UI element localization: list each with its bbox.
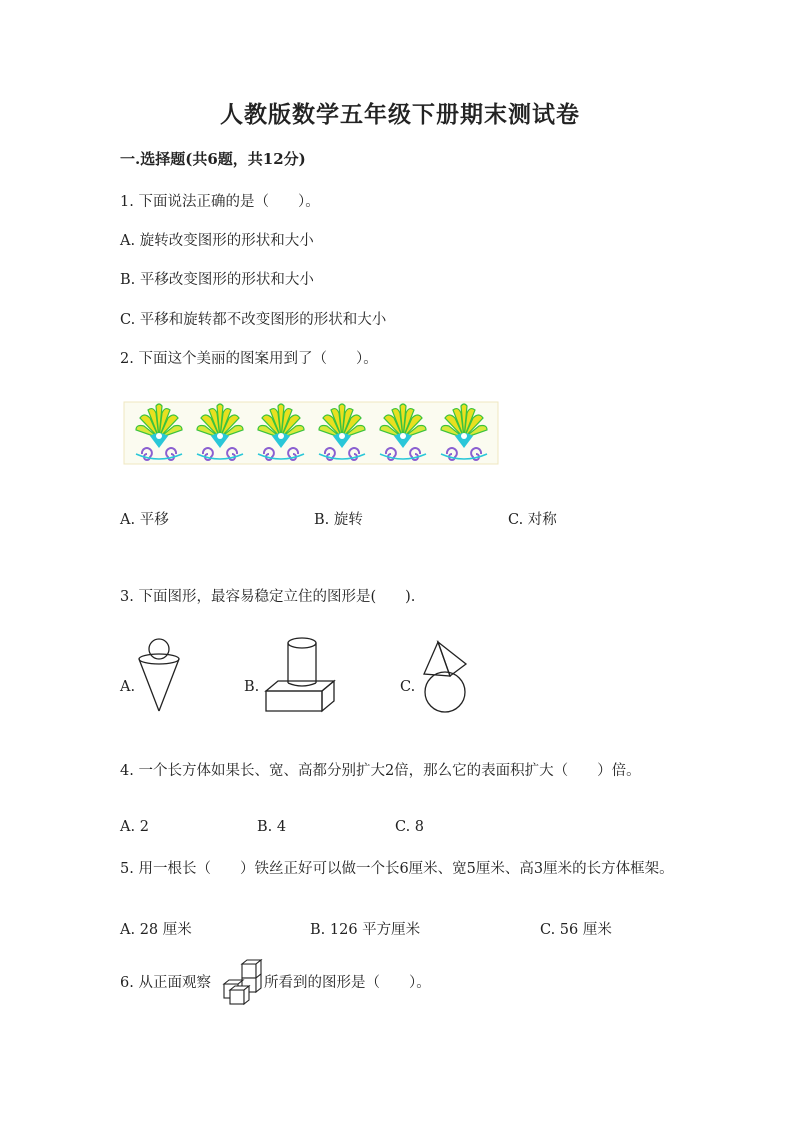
question-5-option-c: C. 56 厘米 xyxy=(540,922,612,938)
question-4-option-c: C. 8 xyxy=(395,819,425,835)
question-3-option-c: C. xyxy=(400,679,416,695)
sphere-on-cone-figure xyxy=(135,637,195,715)
question-2-option-c: C. 对称 xyxy=(508,512,557,528)
question-5-option-b: B. 126 平方厘米 xyxy=(310,922,421,938)
stacked-cubes-figure xyxy=(220,958,264,1006)
question-1-stem: 1. 下面说法正确的是（ ）。 xyxy=(120,194,320,210)
question-2-option-a: A. 平移 xyxy=(120,512,169,528)
question-6-stem-before: 6. 从正面观察 xyxy=(120,975,211,991)
decorative-pattern-figure xyxy=(124,402,498,464)
question-3-option-b: B. xyxy=(244,679,260,695)
question-3-stem: 3. 下面图形，最容易稳定立住的图形是( ). xyxy=(120,589,416,605)
question-4-stem: 4. 一个长方体如果长、宽、高都分别扩大2倍，那么它的表面积扩大（ ）倍。 xyxy=(120,763,641,779)
question-4-option-b: B. 4 xyxy=(257,819,287,835)
question-1-option-b: B. 平移改变图形的形状和大小 xyxy=(120,272,314,288)
question-1-option-c: C. 平移和旋转都不改变图形的形状和大小 xyxy=(120,312,387,328)
question-6-stem-after: 所看到的图形是（ ）。 xyxy=(264,975,431,991)
section-heading: 一.选择题(共6题，共12分) xyxy=(120,150,306,168)
question-1-option-a: A. 旋转改变图形的形状和大小 xyxy=(120,233,314,249)
pyramid-on-sphere-figure xyxy=(420,640,470,714)
question-3-option-a: A. xyxy=(120,679,136,695)
question-5-stem: 5. 用一根长（ ）铁丝正好可以做一个长6厘米、宽5厘米、高3厘米的长方体框架。 xyxy=(120,861,674,877)
question-2-stem: 2. 下面这个美丽的图案用到了（ ）。 xyxy=(120,351,378,367)
question-2-option-b: B. 旋转 xyxy=(314,512,363,528)
cylinder-on-box-figure xyxy=(264,635,338,715)
page-title: 人教版数学五年级下册期末测试卷 xyxy=(220,101,580,128)
question-5-option-a: A. 28 厘米 xyxy=(120,922,192,938)
question-4-option-a: A. 2 xyxy=(120,819,149,835)
